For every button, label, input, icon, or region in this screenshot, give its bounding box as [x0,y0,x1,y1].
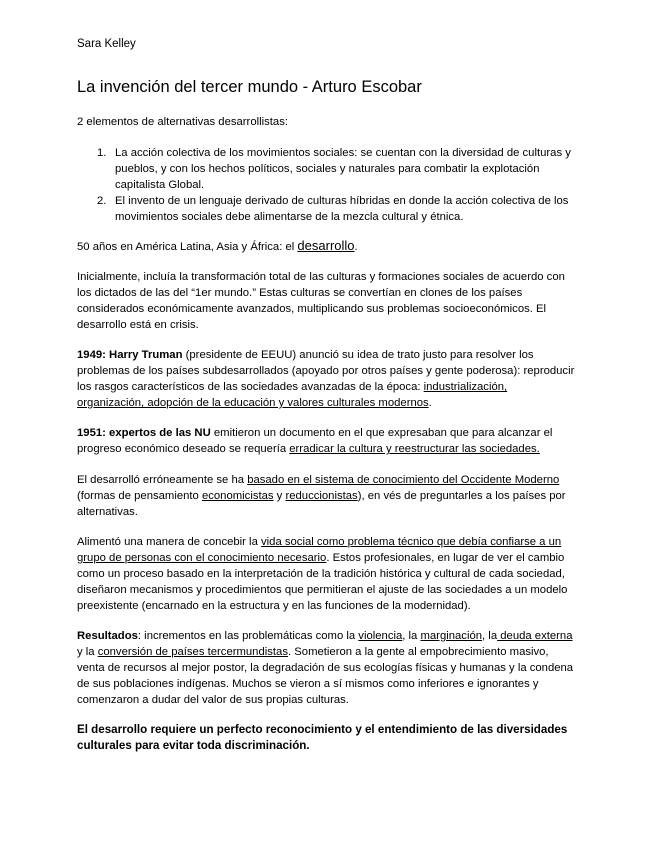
author-name: Sara Kelley [77,38,136,50]
truman-heading: 1949: Harry Truman [77,349,183,361]
results-heading: Resultados [77,630,138,642]
social-life-text-1: Alimentó una manera de concebir la [77,536,261,548]
results-text-5: . Sometieron a la gente al empobrecimiento masivo, venta de recursos al mejor postor, la degradación de sus ecologías físicas y humanas y la condena de sus poblaciones indígenas. Muchos se vieron a sí mismos como inferiores e ignorantes y comenzaron a dudar del valor de sus propias culturas. [77,646,574,706]
list-number: 1. [97,147,107,159]
truman-text: (presidente de EEUU) anunció su idea de trato justo para resolver los problemas de los países subdesarrollados (apoyado por otros países y gente poderosa): reproducir los rasgos característicos de las sociedades avanzadas de la época: [77,349,575,393]
results-underlined-4: conversión de países tercermundistas [97,646,288,658]
years-end: . [354,241,358,253]
western-text-3: y [273,490,286,502]
alternatives-list [77,145,577,225]
western-text-2: (formas de pensamiento [77,490,202,502]
conclusion-paragraph: El desarrollo requiere un perfecto reconocimiento y el entendimiento de las diversidades culturales para evitar toda discriminación. [77,723,568,752]
intro-paragraph: 2 elementos de alternativas desarrollistas: [77,116,288,128]
truman-paragraph [77,347,577,411]
social-life-text-2: . Estos profesionales, en lugar de ver el cambio como un proceso basado en la interpretación de la tradición histórica y cultural de cada sociedad, diseñaron mecanismos y procedimientos que permitieran el ajuste de las sociedades a un modelo preexistente (encarnado en la estructura y en las funciones de la modernidad). [77,552,568,612]
results-text-3: , la [482,630,498,642]
western-text-4: ), en vés de preguntarles a los países por alternativas. [77,490,566,518]
western-underlined-2: economicistas [201,490,274,502]
results-underlined-2: marginación [420,630,483,642]
years-text: 50 años en América Latina, Asia y África: el [77,241,298,253]
list-number: 2. [97,195,107,207]
un-experts-heading: 1951: expertos de las NU [77,427,211,439]
social-life-underlined: vida social como problema técnico que debía confiarse a un grupo de personas con el conocimiento necesario [77,536,562,564]
un-experts-paragraph [77,425,577,457]
truman-end: . [428,397,432,409]
list-item [77,193,577,225]
western-underlined-3: reduccionistas [285,490,358,502]
results-text-4: y la [77,646,98,658]
initially-paragraph: Inicialmente, incluía la transformación total de las culturas y formaciones sociales de acuerdo con los dictados de las del “1er mundo.” Estas culturas se convertían en clones de los países considerados económicamente avanzados, multiplicando sus problemas socioeconómicos. El desarrollo está en crisis. [77,271,565,331]
results-text-1: : incrementos en las problemáticas como la [137,630,359,642]
list-item [77,145,577,193]
western-knowledge-paragraph [77,472,577,520]
results-text-2: , la [402,630,421,642]
results-underlined-3: deuda externa [497,630,573,642]
social-life-paragraph [77,534,577,614]
truman-underlined: industrialización, organización, adopción de la educación y valores culturales modernos [77,381,508,409]
development-term: desarrollo [297,238,355,253]
western-text-1: El desarrolló erróneamente se ha [77,474,248,486]
western-underlined-1: basado en el sistema de conocimiento del Occidente Moderno [247,474,560,486]
results-underlined-1: violencia [358,630,403,642]
results-paragraph [77,628,577,708]
list-item-text: La acción colectiva de los movimientos sociales: se cuentan con la diversidad de culturas y pueblos, y con los hechos políticos, sociales y naturales para combatir la explotación capitalista Global. [115,147,571,191]
years-paragraph [77,238,577,255]
list-item-text: El invento de un lenguaje derivado de culturas híbridas en donde la acción colectiva de los movimientos sociales debe alimentarse de la mezcla cultural y étnica. [115,195,569,223]
un-experts-underlined: erradicar la cultura y reestructurar las sociedades. [289,443,540,455]
document-title: La invención del tercer mundo - Arturo Escobar [77,78,422,96]
un-experts-text: emitieron un documento en el que expresaban que para alcanzar el progreso económico deseado se requería [77,427,553,455]
